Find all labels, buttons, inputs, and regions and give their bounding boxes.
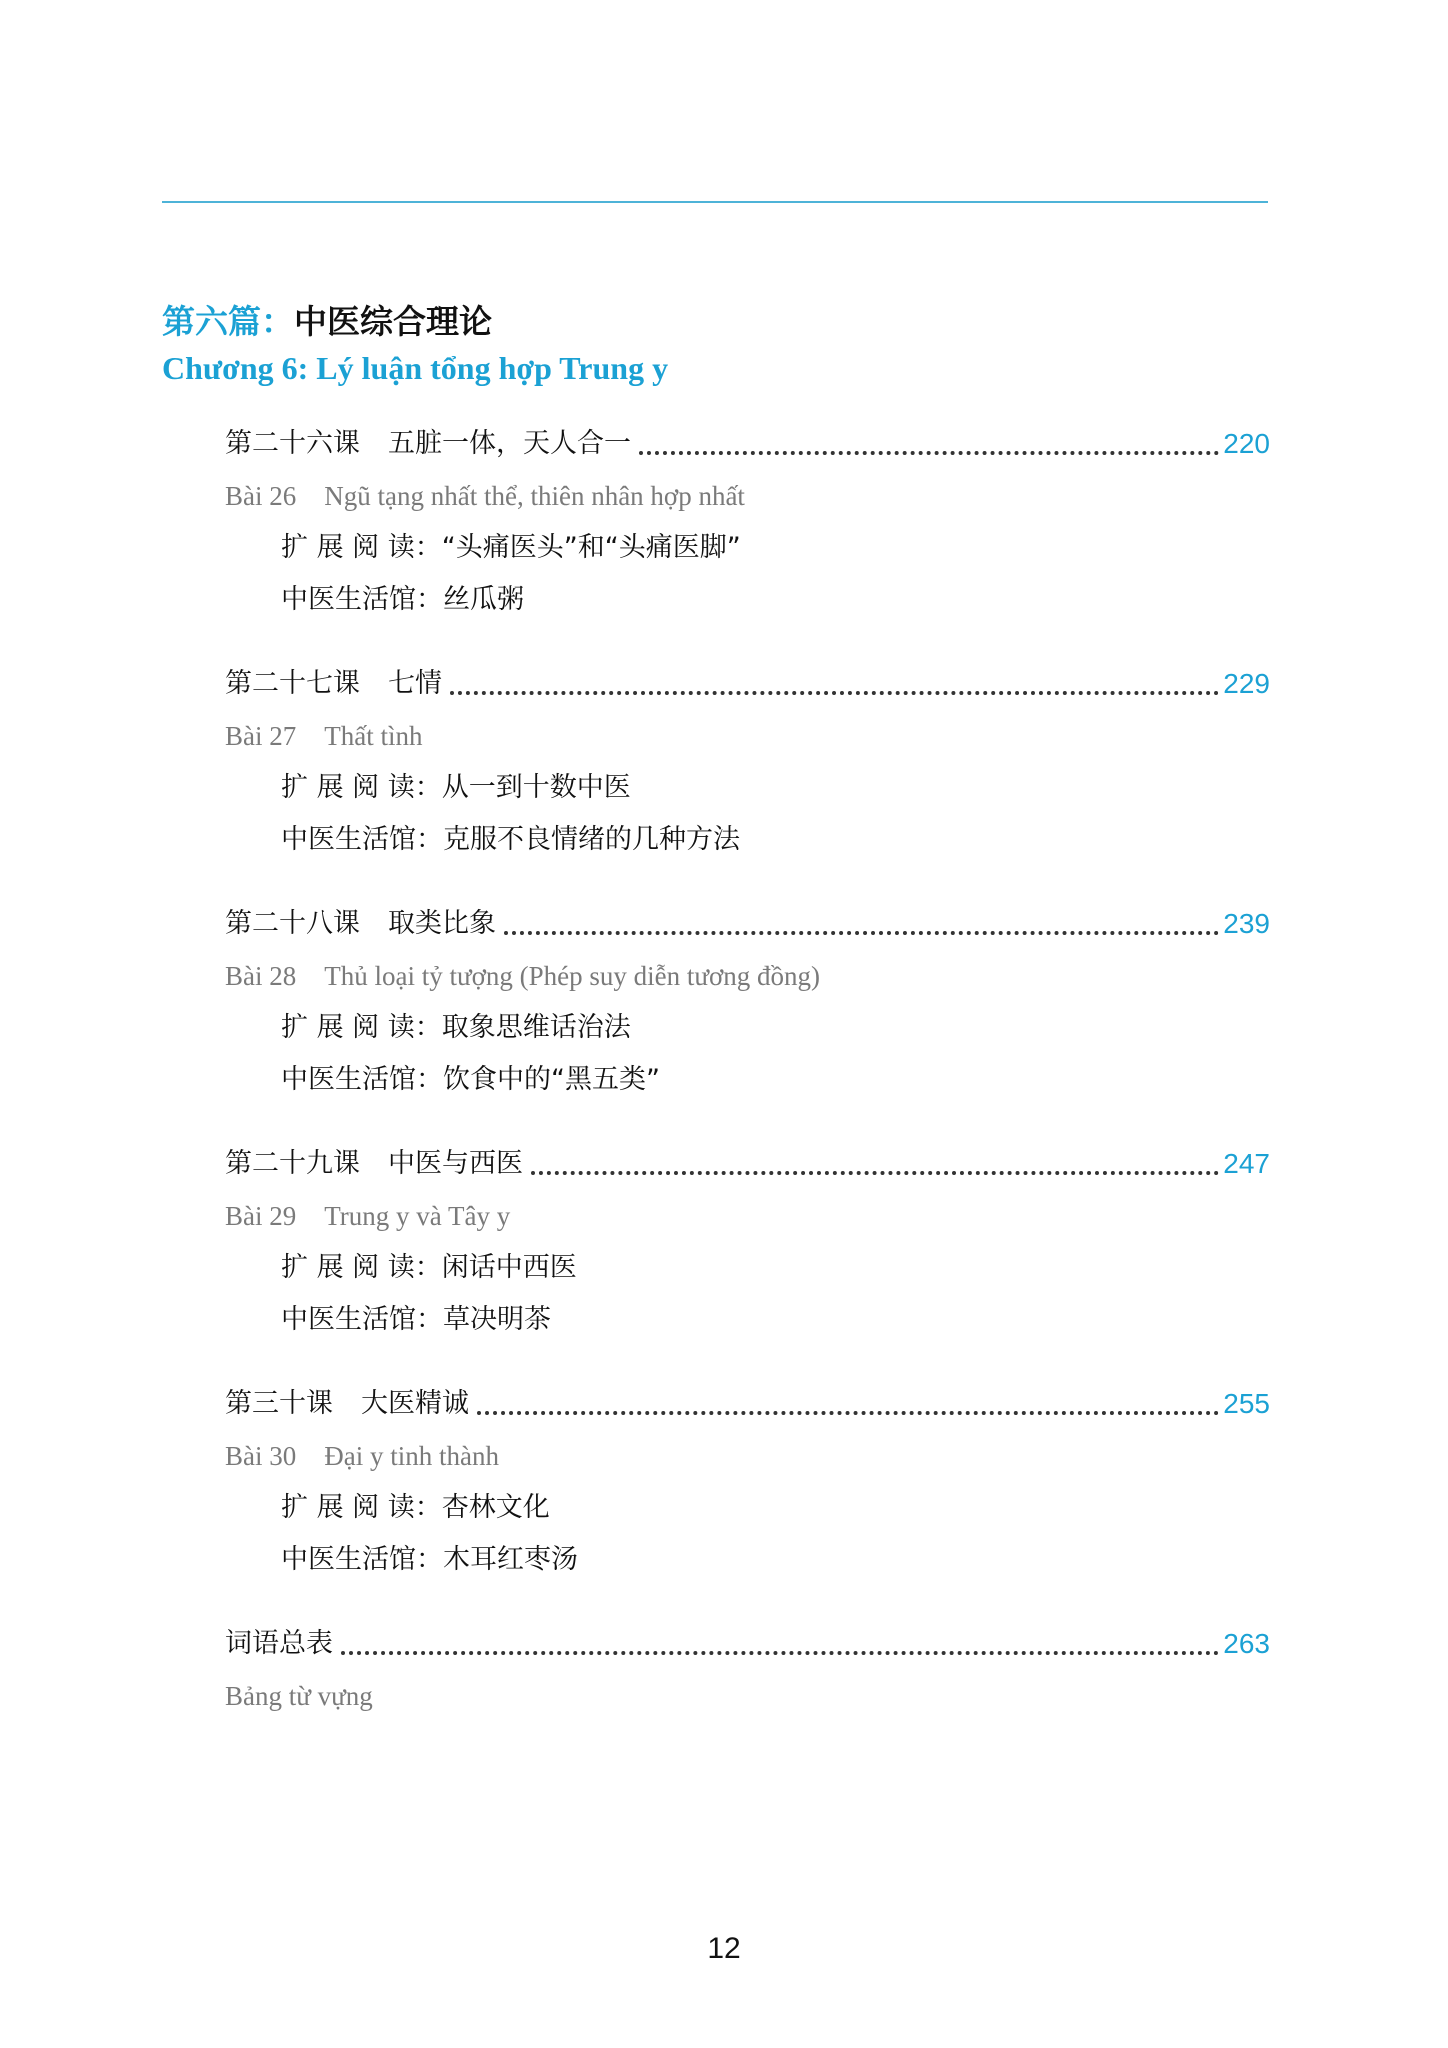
tcm-life-entry [225, 1294, 1270, 1346]
toc-glossary [225, 1618, 1270, 1722]
lesson-page-number[interactable]: 229 [1223, 668, 1270, 699]
lesson-zh-title: 七情 [388, 668, 442, 699]
dot-leader [450, 691, 1219, 695]
glossary-vi-title: Bảng từ vựng [225, 1681, 373, 1711]
lesson-zh-heading [225, 898, 496, 950]
page-number: 12 [707, 1932, 741, 1965]
tcm-life-entry [225, 814, 1270, 866]
extended-reading-entry [225, 1482, 1270, 1534]
lesson-vi-title: Thất tình [324, 721, 423, 751]
lesson-vi-title: Thủ loại tỷ tượng (Phép suy diễn tương đồng) [324, 961, 821, 991]
tcm-life-entry [225, 1054, 1270, 1106]
toc-lesson-30 [225, 1378, 1270, 1618]
lesson-zh-number: 第三十课 [225, 1388, 333, 1419]
tcm-life-entry [225, 574, 1270, 626]
lesson-vi-number: Bài 27 [225, 721, 297, 751]
extended-reading-label: 扩 展 阅 读： [281, 1012, 442, 1043]
lesson-zh-number: 第二十七课 [225, 668, 360, 699]
toc-lesson-28 [225, 898, 1270, 1138]
tcm-life-title: 克服不良情绪的几种方法 [443, 824, 740, 855]
lesson-vi-heading [225, 710, 1270, 762]
table-of-contents [225, 418, 1270, 1722]
extended-reading-title: 闲话中西医 [441, 1252, 577, 1283]
glossary-page-number[interactable]: 263 [1223, 1628, 1270, 1659]
extended-reading-label: 扩 展 阅 读： [281, 1252, 442, 1283]
extended-reading-entry [225, 522, 1270, 574]
tcm-life-entry [225, 1534, 1270, 1586]
toc-entry-line[interactable] [225, 1138, 1270, 1190]
tcm-life-label: 中医生活馆： [281, 1064, 443, 1095]
extended-reading-title: 从一到十数中医 [441, 772, 631, 803]
tcm-life-label: 中医生活馆： [281, 1304, 443, 1335]
toc-entry-line[interactable] [225, 418, 1270, 470]
lesson-zh-number: 第二十九课 [225, 1148, 360, 1179]
toc-lesson-27 [225, 658, 1270, 898]
lesson-vi-heading [225, 950, 1270, 1002]
header-rule [162, 201, 1268, 203]
lesson-zh-heading [225, 418, 631, 470]
glossary-zh-title: 词语总表 [225, 1628, 333, 1659]
toc-entry-line[interactable] [225, 658, 1270, 710]
lesson-vi-number: Bài 29 [225, 1201, 297, 1231]
extended-reading-title: “头痛医头”和“头痛医脚” [441, 532, 741, 563]
chapter-heading: Chương 6: Lý luận tổng hợp Trung y [162, 350, 669, 386]
tcm-life-label: 中医生活馆： [281, 824, 443, 855]
lesson-zh-title: 五脏一体，天人合一 [388, 428, 631, 459]
lesson-vi-number: Bài 28 [225, 961, 297, 991]
tcm-life-title: 木耳红枣汤 [443, 1544, 578, 1575]
toc-entry-line[interactable] [225, 1378, 1270, 1430]
extended-reading-entry [225, 1002, 1270, 1054]
toc-entry-line[interactable] [225, 1618, 1270, 1670]
tcm-life-title: 草决明茶 [443, 1304, 551, 1335]
lesson-zh-number: 第二十六课 [225, 428, 360, 459]
toc-lesson-29 [225, 1138, 1270, 1378]
lesson-page-number[interactable]: 255 [1223, 1388, 1270, 1419]
lesson-vi-title: Đại y tinh thành [324, 1441, 499, 1471]
lesson-page-number[interactable]: 239 [1223, 908, 1270, 939]
lesson-vi-heading [225, 1430, 1270, 1482]
lesson-page-number[interactable]: 220 [1223, 428, 1270, 459]
dot-leader [504, 931, 1219, 935]
part-prefix: 第六篇： [162, 302, 294, 341]
tcm-life-title: 饮食中的“黑五类” [443, 1064, 660, 1095]
toc-lesson-26 [225, 418, 1270, 658]
extended-reading-label: 扩 展 阅 读： [281, 772, 442, 803]
lesson-zh-heading [225, 1138, 523, 1190]
tcm-life-label: 中医生活馆： [281, 1544, 443, 1575]
tcm-life-title: 丝瓜粥 [443, 584, 524, 615]
part-title: 中医综合理论 [294, 302, 492, 341]
lesson-vi-title: Ngũ tạng nhất thể, thiên nhân hợp nhất [324, 481, 745, 511]
extended-reading-entry [225, 1242, 1270, 1294]
dot-leader [341, 1651, 1219, 1655]
dot-leader [531, 1171, 1219, 1175]
tcm-life-label: 中医生活馆： [281, 584, 443, 615]
lesson-page-number[interactable]: 247 [1223, 1148, 1270, 1179]
lesson-vi-heading [225, 470, 1270, 522]
part-heading [162, 296, 492, 343]
lesson-vi-number: Bài 26 [225, 481, 297, 511]
extended-reading-entry [225, 762, 1270, 814]
lesson-zh-heading [225, 658, 442, 710]
dot-leader [639, 451, 1219, 455]
lesson-zh-title: 取类比象 [388, 908, 496, 939]
extended-reading-title: 取象思维话治法 [441, 1012, 631, 1043]
toc-entry-line[interactable] [225, 898, 1270, 950]
lesson-zh-title: 中医与西医 [388, 1148, 523, 1179]
extended-reading-label: 扩 展 阅 读： [281, 1492, 442, 1523]
lesson-zh-heading [225, 1378, 469, 1430]
dot-leader [477, 1411, 1219, 1415]
lesson-vi-number: Bài 30 [225, 1441, 297, 1471]
lesson-vi-heading [225, 1190, 1270, 1242]
lesson-zh-number: 第二十八课 [225, 908, 360, 939]
extended-reading-title: 杏林文化 [441, 1492, 550, 1523]
lesson-zh-title: 大医精诚 [361, 1388, 469, 1419]
lesson-vi-title: Trung y và Tây y [324, 1201, 511, 1231]
extended-reading-label: 扩 展 阅 读： [281, 532, 442, 563]
